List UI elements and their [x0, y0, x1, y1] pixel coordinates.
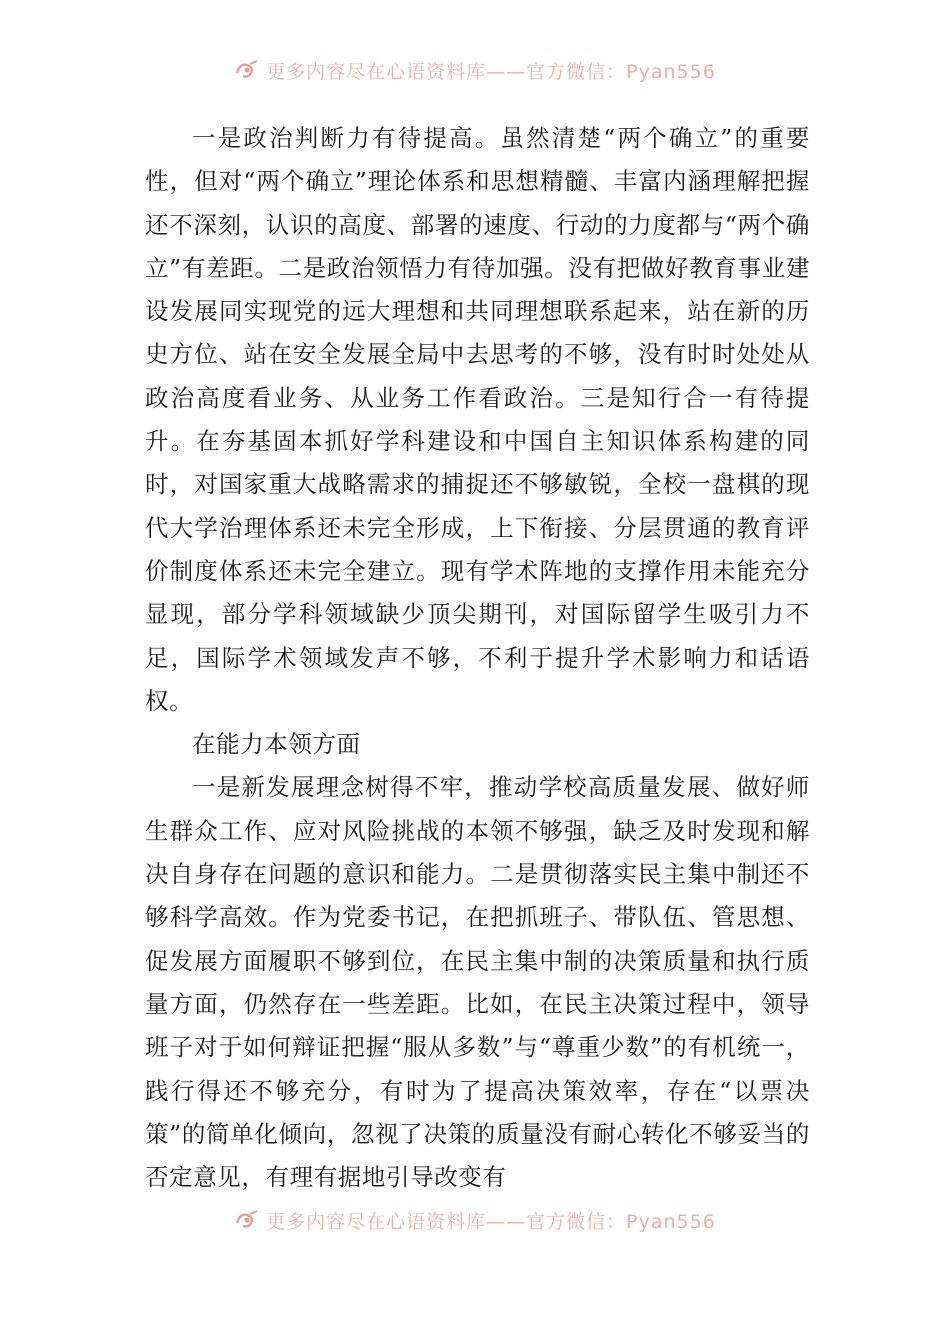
header-watermark	[0, 55, 950, 85]
watermark-text: 更多内容尽在心语资料库——官方微信：Pyan556	[266, 60, 716, 83]
watermark-logo-icon	[234, 59, 260, 81]
watermark-text: 更多内容尽在心语资料库——官方微信：Pyan556	[266, 1210, 716, 1233]
paragraph-political: 一是政治判断力有待提高。虽然清楚“两个确立”的重要性，但对“两个确立”理论体系和思想精髓、丰富内涵理解把握还不深刻，认识的高度、部署的速度、行动的力度都与“两个确立”有差距。二是政治领悟力有待加强。没有把做好教育事业建设发展同实现党的远大理想和共同理想联系起来，站在新的历史方位、站在安全发展全局中去思考的不够，没有时时处处从政治高度看业务、从业务工作看政治。三是知行合一有待提升。在夯基固本抓好学科建设和中国自主知识体系构建的同时，对国家重大战略需求的捕捉还不够敏锐，全校一盘棋的现代大学治理体系还未完全形成，上下衔接、分层贯通的教育评价制度体系还未完全建立。现有学术阵地的支撑作用未能充分显现，部分学科领域缺少顶尖期刊，对国际留学生吸引力不足，国际学术领域发声不够，不利于提升学术影响力和话语权。	[145, 124, 810, 715]
footer-watermark	[0, 1205, 950, 1235]
section-heading-ability: 在能力本领方面	[192, 730, 361, 759]
paragraph-ability: 一是新发展理念树得不牢，推动学校高质量发展、做好师生群众工作、应对风险挑战的本领不够强，缺乏及时发现和解决自身存在问题的意识和能力。二是贯彻落实民主集中制还不够科学高效。作为党委书记，在把抓班子、带队伍、管思想、促发展方面履职不够到位，在民主集中制的决策质量和执行质量方面，仍然存在一些差距。比如，在民主决策过程中，领导班子对于如何辩证把握“服从多数”与“尊重少数”的有机统一，践行得还不够充分，有时为了提高决策效率，存在“以票决策”的简单化倾向，忽视了决策的质量没有耐心转化不够妥当的否定意见，有理有据地引导改变有	[145, 773, 810, 1192]
document-body	[145, 117, 810, 1199]
watermark-logo-icon	[234, 1209, 260, 1231]
